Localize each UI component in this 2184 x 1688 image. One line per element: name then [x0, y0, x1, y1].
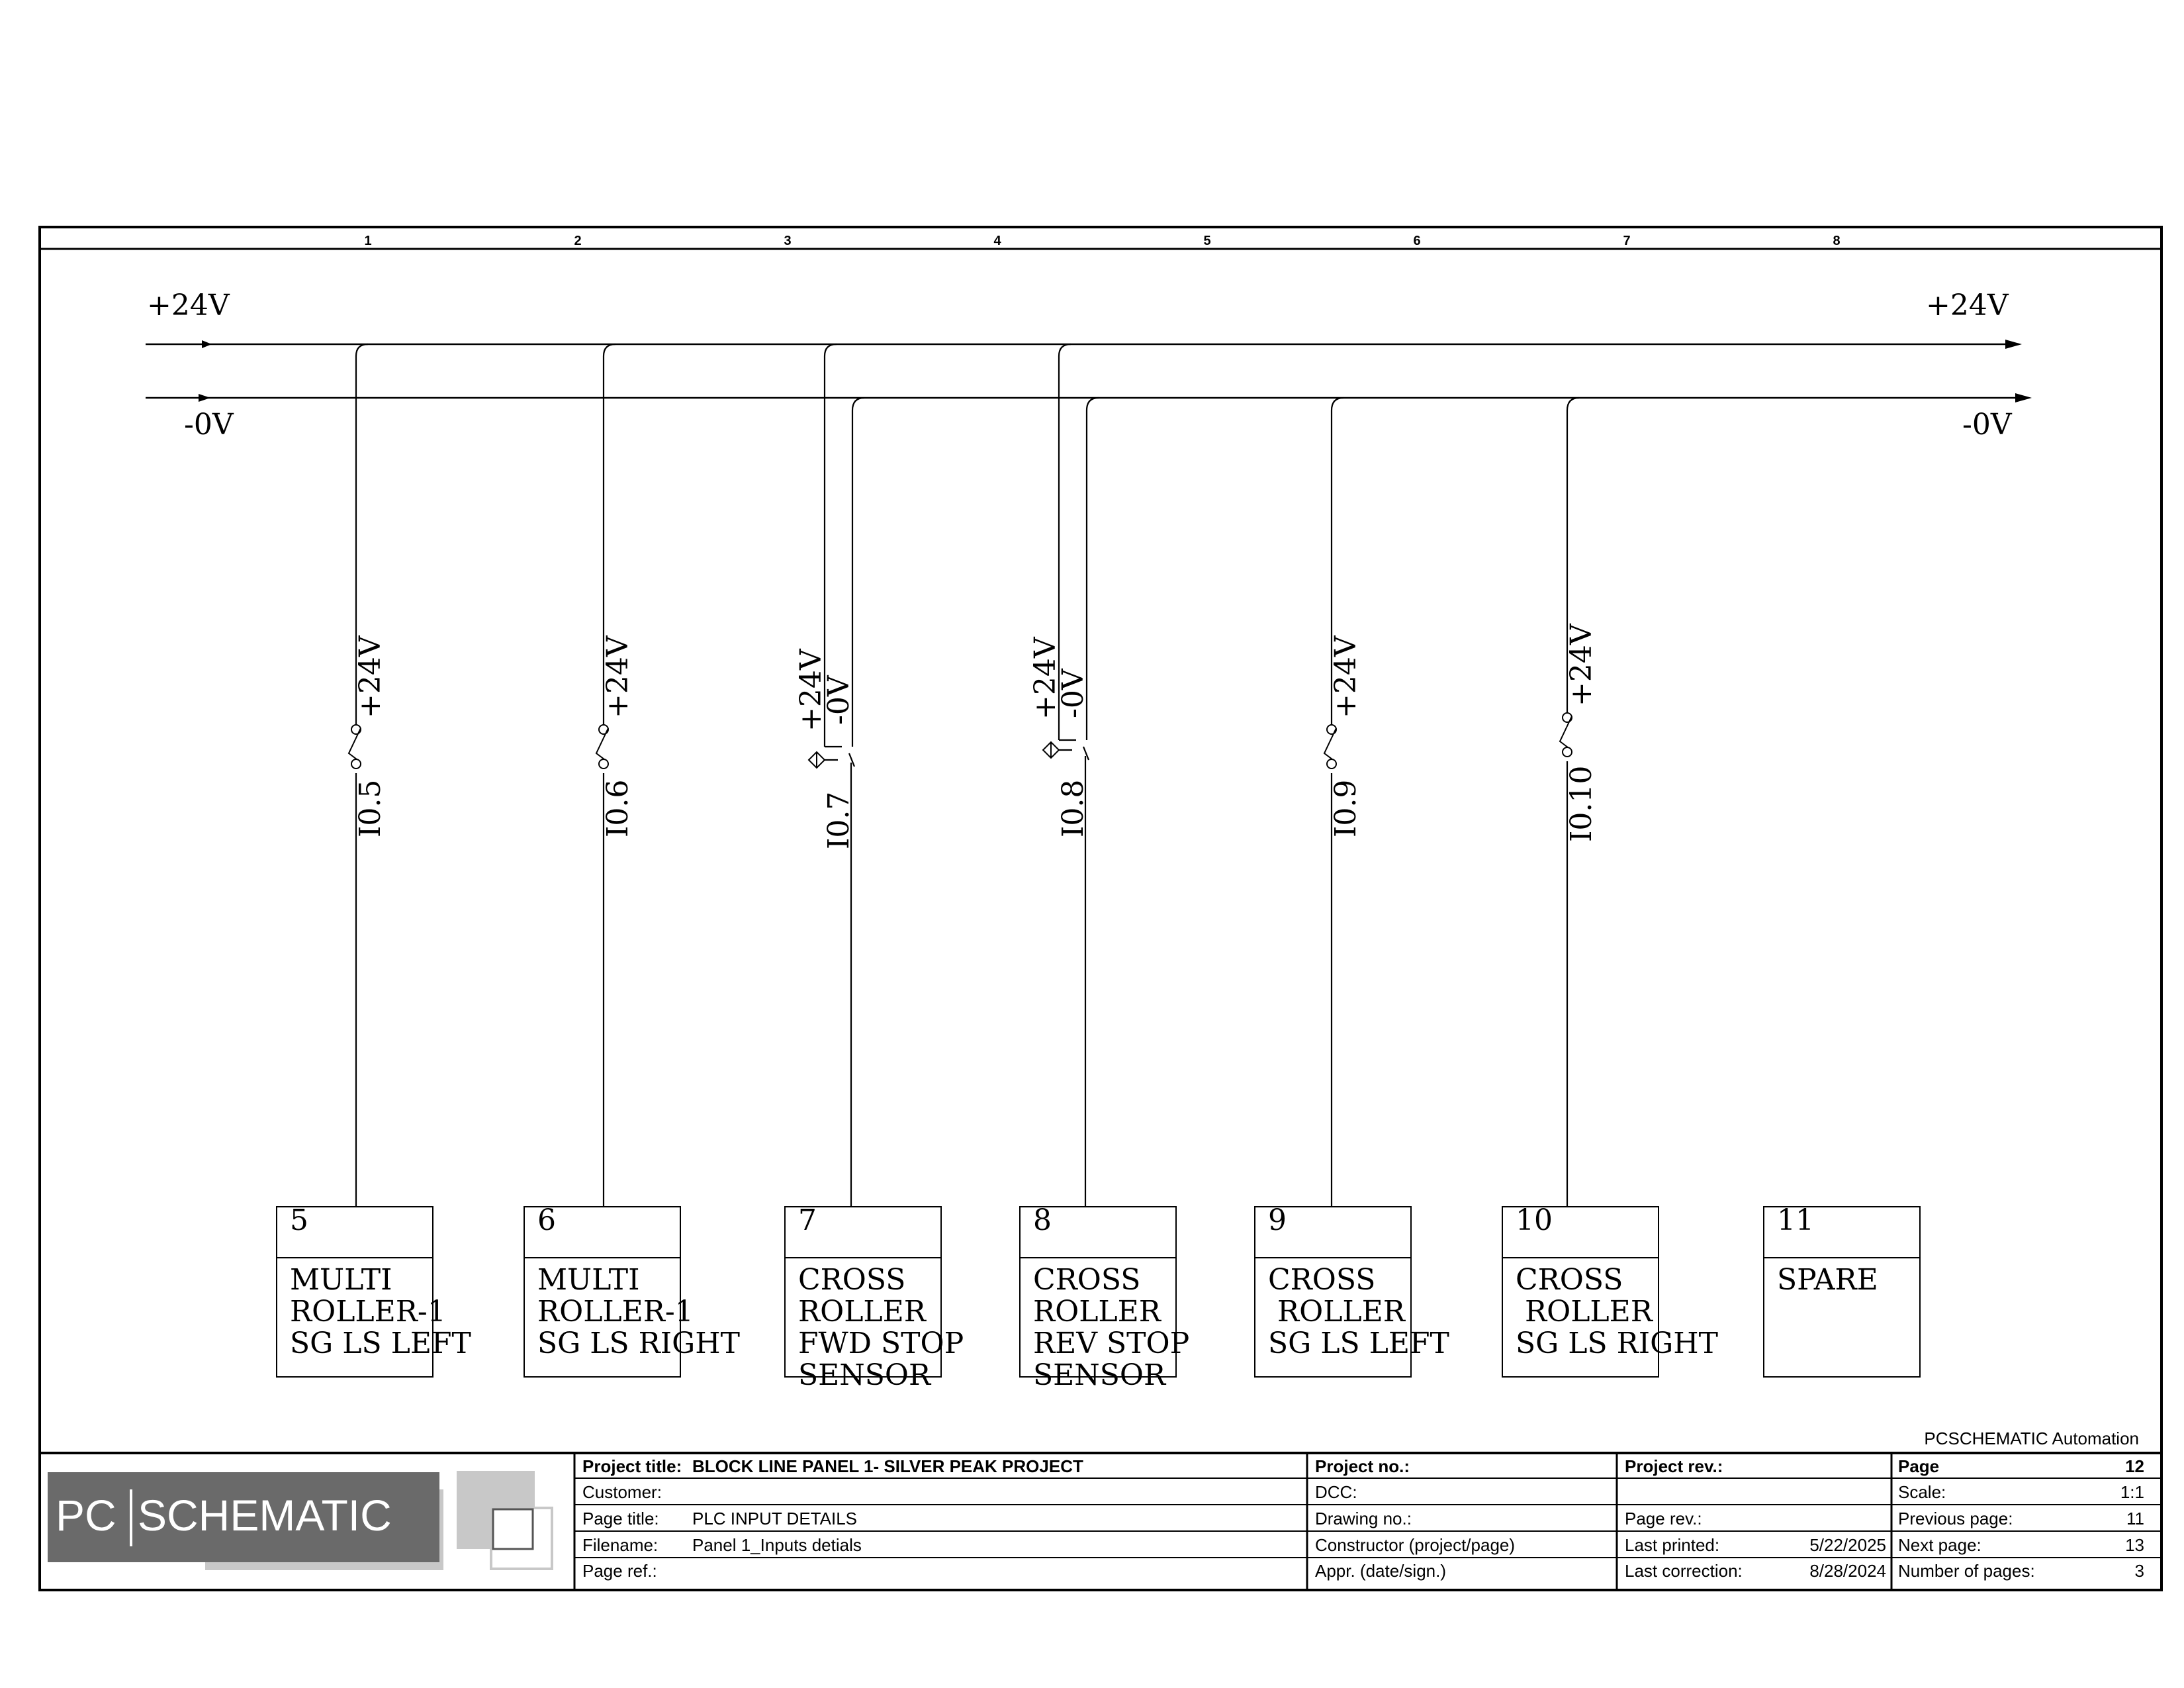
column-number-3: 3	[784, 234, 792, 248]
project-title-value: BLOCK LINE PANEL 1- SILVER PEAK PROJECT	[692, 1456, 1083, 1476]
terminal-description-line: ROLLER	[1516, 1295, 1653, 1329]
terminal-number: 11	[1777, 1203, 1814, 1237]
last-printed-label: Last printed:	[1625, 1535, 1720, 1555]
circuit-6-address: I0.10	[1565, 765, 1598, 842]
circuit-2-supply-label: +24V	[601, 635, 635, 718]
project-rev-label: Project rev.:	[1625, 1456, 1723, 1476]
switch-contact-icon	[1563, 747, 1572, 757]
title-block	[40, 1429, 2161, 1590]
circuit-4-supply-label: +24V	[1028, 637, 1062, 720]
scale-value: 1:1	[2120, 1482, 2144, 1502]
circuit-4-address: I0.8	[1056, 779, 1090, 837]
terminal-description-line: FWD STOP	[798, 1327, 964, 1360]
column-number-5: 5	[1203, 234, 1211, 248]
switch-contact-icon	[599, 759, 608, 769]
circuit-3-supply-label: +24V	[794, 649, 828, 731]
page-value: 12	[2125, 1456, 2144, 1476]
terminal-description-line: REV STOP	[1033, 1327, 1190, 1360]
terminal-description-line: CROSS	[1516, 1263, 1623, 1297]
number-of-pages-label: Number of pages:	[1898, 1561, 2035, 1581]
column-number-4: 4	[993, 234, 1001, 248]
company-name: PCSCHEMATIC Automation	[1924, 1429, 2139, 1448]
circuit-wiring	[356, 344, 1579, 1207]
negative-rail-arrow-left	[199, 394, 210, 402]
page-label: Page	[1898, 1456, 1940, 1476]
terminal-description-line: ROLLER-1	[290, 1295, 446, 1329]
last-correction-value: 8/28/2024	[1809, 1561, 1886, 1581]
sensor-symbols	[809, 742, 1059, 768]
terminal-description-line: SENSOR	[798, 1358, 931, 1392]
terminal-number: 5	[290, 1203, 308, 1237]
circuit-3-address: I0.7	[822, 791, 856, 849]
terminal-description-line: SG LS RIGHT	[1516, 1327, 1719, 1360]
terminal-number: 10	[1516, 1203, 1553, 1237]
terminal-description-line: SENSOR	[1033, 1358, 1166, 1392]
terminal-description-line: SG LS RIGHT	[537, 1327, 741, 1360]
constructor-label: Constructor (project/page)	[1315, 1535, 1516, 1555]
project-no-label: Project no.:	[1315, 1456, 1410, 1476]
negative-rail-label-left: -0V	[184, 408, 234, 442]
terminal-texts	[290, 1203, 1878, 1392]
positive-rail-label-left: +24V	[147, 289, 230, 322]
last-correction-label: Last correction:	[1625, 1561, 1743, 1581]
positive-rail-label-right: +24V	[1926, 289, 2009, 322]
terminal-description-line: SG LS LEFT	[1268, 1327, 1449, 1360]
last-printed-value: 5/22/2025	[1809, 1535, 1886, 1555]
terminal-description-line: ROLLER	[1033, 1295, 1161, 1329]
circuit-5-supply-label: +24V	[1329, 635, 1363, 718]
column-number-8: 8	[1833, 234, 1841, 248]
switch-contact-icon	[1327, 725, 1336, 734]
switch-contact-icon	[351, 725, 361, 734]
dcc-label: DCC:	[1315, 1482, 1357, 1502]
terminal-description-line: MULTI	[537, 1263, 640, 1297]
page-ref-label: Page ref.:	[582, 1561, 657, 1581]
drawing-no-label: Drawing no.:	[1315, 1509, 1412, 1528]
circuit-1-address: I0.5	[353, 779, 387, 837]
previous-page-value: 11	[2126, 1509, 2144, 1528]
switch-contact-icon	[599, 725, 608, 734]
number-of-pages-value: 3	[2134, 1561, 2144, 1581]
terminal-description-line: MULTI	[290, 1263, 392, 1297]
column-number-2: 2	[574, 234, 582, 248]
circuit-2-address: I0.6	[601, 779, 635, 837]
logo-text-schematic: SCHEMATIC	[138, 1491, 392, 1540]
terminal-description-line: ROLLER-1	[537, 1295, 694, 1329]
page-title-value: PLC INPUT DETAILS	[692, 1509, 857, 1528]
column-number-1: 1	[364, 234, 372, 248]
next-page-label: Next page:	[1898, 1535, 1981, 1555]
terminal-description-line: ROLLER	[1268, 1295, 1405, 1329]
circuit-1-supply-label: +24V	[353, 635, 387, 718]
circuit-4-0v-label: -0V	[1056, 669, 1090, 718]
filename-value: Panel 1_Inputs detials	[692, 1535, 862, 1555]
terminal-number: 7	[798, 1203, 817, 1237]
terminal-number: 6	[537, 1203, 556, 1237]
switch-contact-icon	[351, 759, 361, 769]
previous-page-label: Previous page:	[1898, 1509, 2013, 1528]
wire-labels	[353, 623, 1598, 849]
terminal-number: 8	[1033, 1203, 1052, 1237]
positive-rail-arrow-left	[202, 340, 212, 348]
terminal-description-line: SG LS LEFT	[290, 1327, 471, 1360]
page-title-label: Page title:	[582, 1509, 659, 1528]
terminal-description-line: CROSS	[798, 1263, 906, 1297]
circuit-6-supply-label: +24V	[1565, 624, 1598, 706]
negative-rail-arrow-right	[2015, 393, 2032, 402]
terminal-description-line: SPARE	[1777, 1263, 1878, 1297]
switch-contact-icon	[1563, 713, 1572, 722]
positive-rail-arrow-right	[2005, 340, 2022, 349]
switch-symbols	[349, 713, 1572, 769]
circuit-3-0v-label: -0V	[822, 675, 856, 725]
approval-label: Appr. (date/sign.)	[1315, 1561, 1446, 1581]
terminal-description-line: ROLLER	[798, 1295, 926, 1329]
terminal-description-line: CROSS	[1033, 1263, 1141, 1297]
page-rev-label: Page rev.:	[1625, 1509, 1702, 1528]
column-number-7: 7	[1623, 234, 1631, 248]
circuit-5-address: I0.9	[1329, 779, 1363, 837]
pcschematic-logo	[48, 1471, 552, 1570]
logo-text-pc: PC	[56, 1491, 116, 1540]
negative-rail-label-right: -0V	[1962, 408, 2012, 442]
project-title-label: Project title:	[582, 1456, 682, 1476]
terminal-number: 9	[1268, 1203, 1287, 1237]
column-ruler	[364, 234, 1840, 248]
scale-label: Scale:	[1898, 1482, 1946, 1502]
terminal-description-line: CROSS	[1268, 1263, 1376, 1297]
column-number-6: 6	[1413, 234, 1421, 248]
filename-label: Filename:	[582, 1535, 659, 1555]
customer-label: Customer:	[582, 1482, 662, 1502]
power-rails	[146, 344, 2028, 398]
next-page-value: 13	[2125, 1535, 2144, 1555]
switch-contact-icon	[1327, 759, 1336, 769]
